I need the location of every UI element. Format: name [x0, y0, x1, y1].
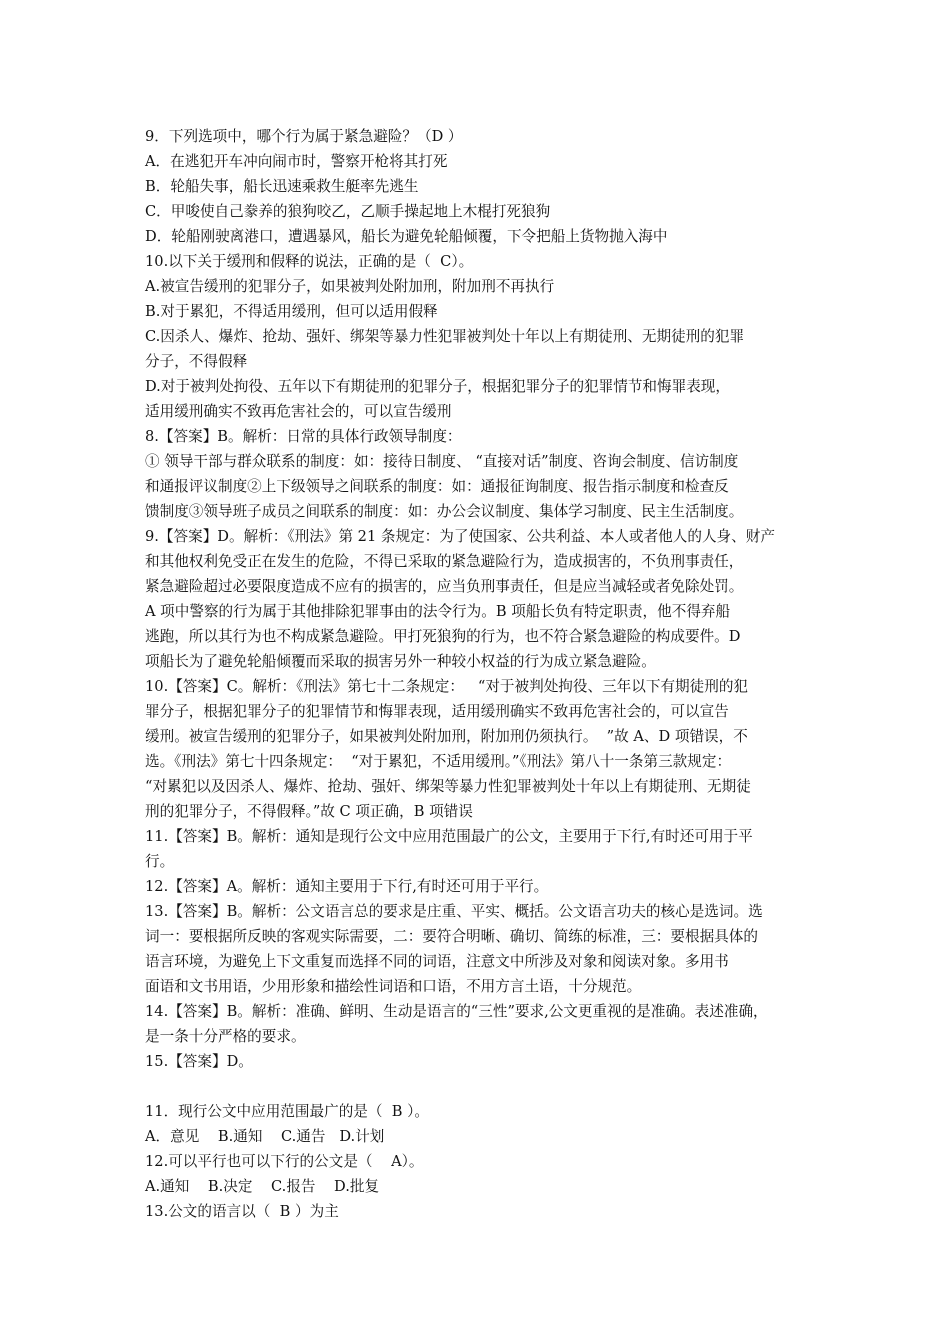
text-line: 8.【答案】B。解析：日常的具体行政领导制度： — [145, 428, 462, 445]
text-line: 语言环境，为避免上下文重复而选择不同的词语，注意文中所涉及对象和阅读对象。多用书 — [145, 953, 729, 970]
document-page — [145, 124, 813, 1224]
text-line: 罪分子，根据犯罪分子的犯罪情节和悔罪表现，适用缓刑确实不致再危害社会的，可以宣告 — [145, 703, 729, 720]
text-line: 9．下列选项中，哪个行为属于紧急避险？（D ） — [145, 128, 463, 145]
text-line: 10.以下关于缓刑和假释的说法，正确的是（ C）。 — [145, 253, 474, 270]
text-line: 10.【答案】C。解析：《刑法》第七十二条规定： “对于被判处拘役、三年以下有期徒刑的犯 — [145, 678, 749, 695]
text-line: 面语和文书用语，少用形象和描绘性词语和口语，不用方言土语，十分规范。 — [145, 978, 642, 995]
text-line: 9.【答案】D。解析：《刑法》第 21 条规定：为了使国家、公共利益、本人或者他人的人身、财产 — [145, 528, 775, 545]
text-line: A．在逃犯开车冲向闹市时，警察开枪将其打死 — [145, 153, 448, 170]
text-line: 逃跑，所以其行为也不构成紧急避险。甲打死狼狗的行为，也不符合紧急避险的构成要件。D — [145, 628, 741, 645]
text-line: 11．现行公文中应用范围最广的是（ B ）。 — [145, 1103, 430, 1120]
text-line: 11.【答案】B。解析：通知是现行公文中应用范围最广的公文，主要用于下行,有时还可用于平 — [145, 828, 753, 845]
text-line: 刑的犯罪分子，不得假释。”故 C 项正确，B 项错误 — [145, 803, 473, 820]
text-line: B.对于累犯，不得适用缓刑，但可以适用假释 — [145, 303, 438, 320]
text-line: C.因杀人、爆炸、抢劫、强奸、绑架等暴力性犯罪被判处十年以上有期徒刑、无期徒刑的犯罪 — [145, 328, 745, 345]
text-line: 是一条十分严格的要求。 — [145, 1028, 306, 1045]
text-line: A.被宣告缓刑的犯罪分子，如果被判处附加刑，附加刑不再执行 — [145, 278, 555, 295]
text-line: 13.公文的语言以（ B ）为主 — [145, 1203, 339, 1220]
text-line: A．意见 B.通知 C.通告 D.计划 — [145, 1128, 385, 1145]
text-line: 13.【答案】B。解析：公文语言总的要求是庄重、平实、概括。公文语言功夫的核心是选词。选 — [145, 903, 763, 920]
text-line: 缓刑。被宣告缓刑的犯罪分子，如果被判处附加刑，附加刑仍须执行。 ”故 A、D 项错误，不 — [145, 728, 748, 745]
text-line: 12.可以平行也可以下行的公文是（ A）。 — [145, 1153, 424, 1170]
text-line: 馈制度③领导班子成员之间联系的制度：如：办公会议制度、集体学习制度、民主生活制度。 — [145, 503, 744, 520]
text-line: 分子，不得假释 — [145, 353, 248, 370]
text-line: B．轮船失事，船长迅速乘救生艇率先逃生 — [145, 178, 419, 195]
text-line: 和其他权利免受正在发生的危险，不得已采取的紧急避险行为，造成损害的，不负刑事责任， — [145, 553, 744, 570]
text-line: C．甲唆使自己豢养的狼狗咬乙，乙顺手操起地上木棍打死狼狗 — [145, 203, 551, 220]
text-line: 词一：要根据所反映的客观实际需要，二：要符合明晰、确切、简练的标准，三：要根据具体的 — [145, 928, 758, 945]
text-line: A 项中警察的行为属于其他排除犯罪事由的法令行为。B 项船长负有特定职责，他不得弃船 — [145, 603, 731, 620]
text-line: 适用缓刑确实不致再危害社会的，可以宣告缓刑 — [145, 403, 452, 420]
text-line: 和通报评议制度②上下级领导之间联系的制度：如：通报征询制度、报告指示制度和检查反 — [145, 478, 729, 495]
text-line: 12.【答案】A。解析：通知主要用于下行,有时还可用于平行。 — [145, 878, 549, 895]
text-line: 紧急避险超过必要限度造成不应有的损害的，应当负刑事责任，但是应当减轻或者免除处罚。 — [145, 578, 744, 595]
text-line: A.通知 B.决定 C.报告 D.批复 — [145, 1178, 380, 1195]
text-line: D．轮船刚驶离港口，遭遇暴风，船长为避免轮船倾覆，下令把船上货物抛入海中 — [145, 228, 668, 245]
text-line: 选。《刑法》第七十四条规定： “对于累犯，不适用缓刑。”《刑法》第八十一条第三款规定： — [145, 753, 732, 770]
text-line: D.对于被判处拘役、五年以下有期徒刑的犯罪分子，根据犯罪分子的犯罪情节和悔罪表现， — [145, 378, 730, 395]
text-line: 行。 — [145, 853, 175, 870]
text-line: 14.【答案】B。解析：准确、鲜明、生动是语言的“三性”要求,公文更重视的是准确。表述准确， — [145, 1003, 768, 1020]
blank-line — [145, 1074, 813, 1099]
text-line: 项船长为了避免轮船倾覆而采取的损害另外一种较小权益的行为成立紧急避险。 — [145, 653, 656, 670]
text-line: 15.【答案】D。 — [145, 1053, 253, 1070]
text-line: ① 领导干部与群众联系的制度：如：接待日制度、 “直接对话”制度、咨询会制度、信访制度 — [145, 453, 739, 470]
text-line: “对累犯以及因杀人、爆炸、抢劫、强奸、绑架等暴力性犯罪被判处十年以上有期徒刑、无期徒 — [145, 778, 751, 795]
